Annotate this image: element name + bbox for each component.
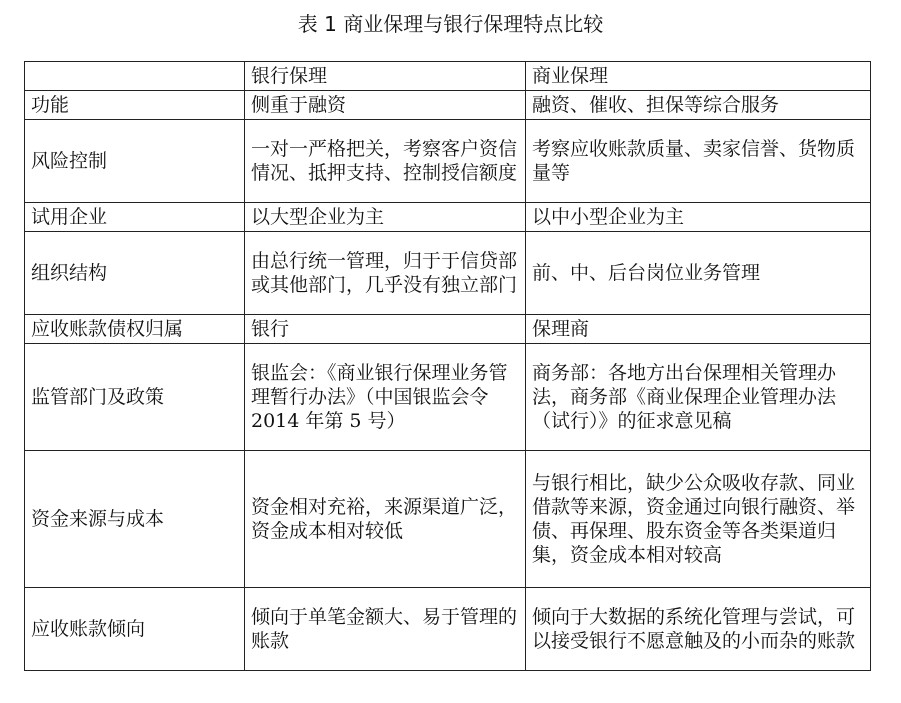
row-label: 监管部门及政策 xyxy=(25,344,245,451)
header-cell-bank-factoring: 银行保理 xyxy=(245,62,526,91)
row-label: 组织结构 xyxy=(25,232,245,315)
commercial-cell: 以中小型企业为主 xyxy=(526,203,871,232)
table-row xyxy=(25,203,871,232)
row-label: 风险控制 xyxy=(25,120,245,203)
commercial-cell: 倾向于大数据的系统化管理与尝试，可以接受银行不愿意触及的小而杂的账款 xyxy=(526,588,871,671)
bank-cell: 由总行统一管理，归于于信贷部或其他部门，几乎没有独立部门 xyxy=(245,232,526,315)
header-cell-commercial-factoring: 商业保理 xyxy=(526,62,871,91)
bank-cell: 侧重于融资 xyxy=(245,91,526,120)
row-label: 应收账款债权归属 xyxy=(25,315,245,344)
table-row xyxy=(25,451,871,588)
table-row xyxy=(25,588,871,671)
row-label: 资金来源与成本 xyxy=(25,451,245,588)
bank-cell: 以大型企业为主 xyxy=(245,203,526,232)
bank-cell: 银监会：《商业银行保理业务管理暂行办法》（中国银监会令 2014 年第 5 号） xyxy=(245,344,526,451)
table-row xyxy=(25,315,871,344)
table-row xyxy=(25,232,871,315)
table-header-row xyxy=(25,62,871,91)
commercial-cell: 保理商 xyxy=(526,315,871,344)
commercial-cell: 商务部：各地方出台保理相关管理办法，商务部《商业保理企业管理办法（试行）》的征求意见稿 xyxy=(526,344,871,451)
row-label: 功能 xyxy=(25,91,245,120)
table-row xyxy=(25,91,871,120)
commercial-cell: 前、中、后台岗位业务管理 xyxy=(526,232,871,315)
bank-cell: 银行 xyxy=(245,315,526,344)
commercial-cell: 融资、催收、担保等综合服务 xyxy=(526,91,871,120)
header-cell-empty xyxy=(25,62,245,91)
bank-cell: 一对一严格把关，考察客户资信情况、抵押支持、控制授信额度 xyxy=(245,120,526,203)
comparison-table xyxy=(24,61,871,671)
table-row xyxy=(25,120,871,203)
commercial-cell: 考察应收账款质量、卖家信誉、货物质量等 xyxy=(526,120,871,203)
table-title: 表 1 商业保理与银行保理特点比较 xyxy=(297,12,604,36)
bank-cell: 资金相对充裕，来源渠道广泛，资金成本相对较低 xyxy=(245,451,526,588)
commercial-cell: 与银行相比，缺少公众吸收存款、同业借款等来源，资金通过向银行融资、举债、再保理、股东资金等各类渠道归集，资金成本相对较高 xyxy=(526,451,871,588)
row-label: 应收账款倾向 xyxy=(25,588,245,671)
row-label: 试用企业 xyxy=(25,203,245,232)
table-row xyxy=(25,344,871,451)
bank-cell: 倾向于单笔金额大、易于管理的账款 xyxy=(245,588,526,671)
